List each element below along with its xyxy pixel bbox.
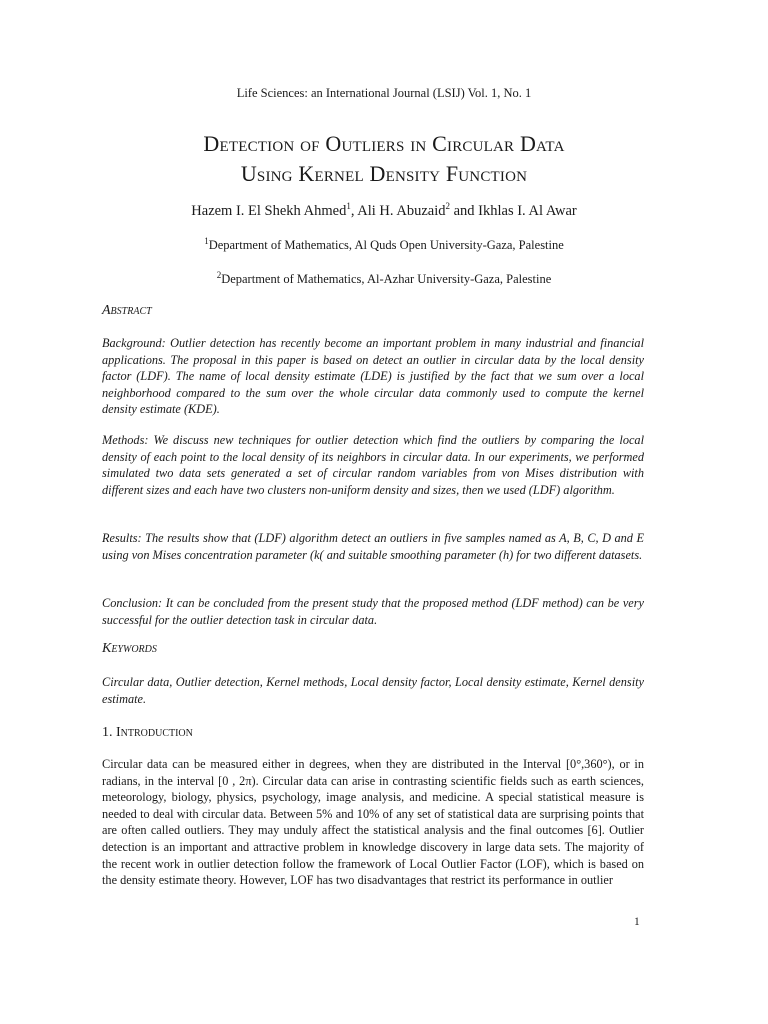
author-separator: and: [449, 203, 479, 219]
affiliation-2: [0, 269, 768, 287]
affiliation-1: [0, 235, 768, 253]
running-head: Life Sciences: an International Journal (LSIJ) Vol. 1, No. 1: [236, 86, 532, 100]
introduction-text: Circular data can be measured either in degrees, when they are distributed in the Interval [0°,360°), or in radians, in the interval [0 , 2π). Circular data can arise in contrasting scientific fields such as earth sciences, meteorology, biology, physics, psychology, image analysis, and medicine. A special statistical measure is needed to deal with circular data. Between 5% and 10% of any set of statistical data are surprising points that are often called outliers. They may unduly affect the statistical analysis and the final outcomes [6]. Outlier detection is an important and attractive problem in knowledge discovery in large data sets. The majority of the recent work in outlier detection follow the framework of Local Outlier Factor (LOF), which is based on the density estimate theory. However, LOF has two disadvantages that restrict its performance in outlier: [102, 757, 644, 888]
author-3: Ikhlas I. Al Awar: [478, 203, 577, 219]
abstract-results: Results: The results show that (LDF) algorithm detect an outliers in five samples named as A, B, C, D and E using von Mises concentration parameter (k( and suitable smoothing parameter (h) for two different datasets.: [102, 531, 644, 562]
author-separator: ,: [350, 203, 358, 219]
page-number: 1: [634, 916, 640, 928]
affiliation-text: Department of Mathematics, Al Quds Open University-Gaza, Palestine: [208, 238, 564, 252]
abstract-conclusion: Conclusion: It can be concluded from the present study that the proposed method (LDF method) can be very successful for the outlier detection task in circular data.: [102, 596, 644, 627]
abstract-background: Background: Outlier detection has recently become an important problem in many industrial and financial applications. The proposal in this paper is based on detect an outlier in circular data by the local density factor (LDF). The name of local density estimate (LDE) is justified by the fact that we sum over a local neighborhood compared to the sum over the whole circular data commonly used to compute the kernel density estimate (KDE).: [102, 336, 644, 417]
affiliation-mark: 1: [204, 235, 209, 246]
abstract-methods: Methods: We discuss new techniques for outlier detection which find the outliers by comparing the local density of each point to the local density of its neighbors in circular data. In our experiments, we performed simulated two data sets generated a set of circular random variables from von Mises distribution with different sizes and each have two clusters non-uniform density and sizes, then we used (LDF) algorithm.: [102, 433, 644, 497]
keywords-text: Circular data, Outlier detection, Kernel methods, Local density factor, Local density estimate, Kernel density estimate.: [102, 675, 644, 706]
affiliation-mark: 2: [216, 269, 222, 280]
abstract-heading: Abstract: [102, 303, 152, 318]
introduction-heading: 1. Introduction: [102, 725, 193, 740]
keywords-heading: Keywords: [102, 641, 157, 656]
author-list: [0, 203, 768, 220]
title-line-1: Detection of Outliers in Circular Data: [203, 131, 565, 156]
author-2: Ali H. Abuzaid: [357, 203, 446, 219]
author-2-affil-mark: 2: [445, 201, 450, 212]
affiliation-text: Department of Mathematics, Al-Azhar University-Gaza, Palestine: [221, 272, 552, 286]
paper-title: [60, 129, 708, 189]
author-1-affil-mark: 1: [346, 201, 351, 212]
author-1: Hazem I. El Shekh Ahmed: [191, 203, 347, 219]
title-line-2: Using Kernel Density Function: [240, 161, 528, 186]
